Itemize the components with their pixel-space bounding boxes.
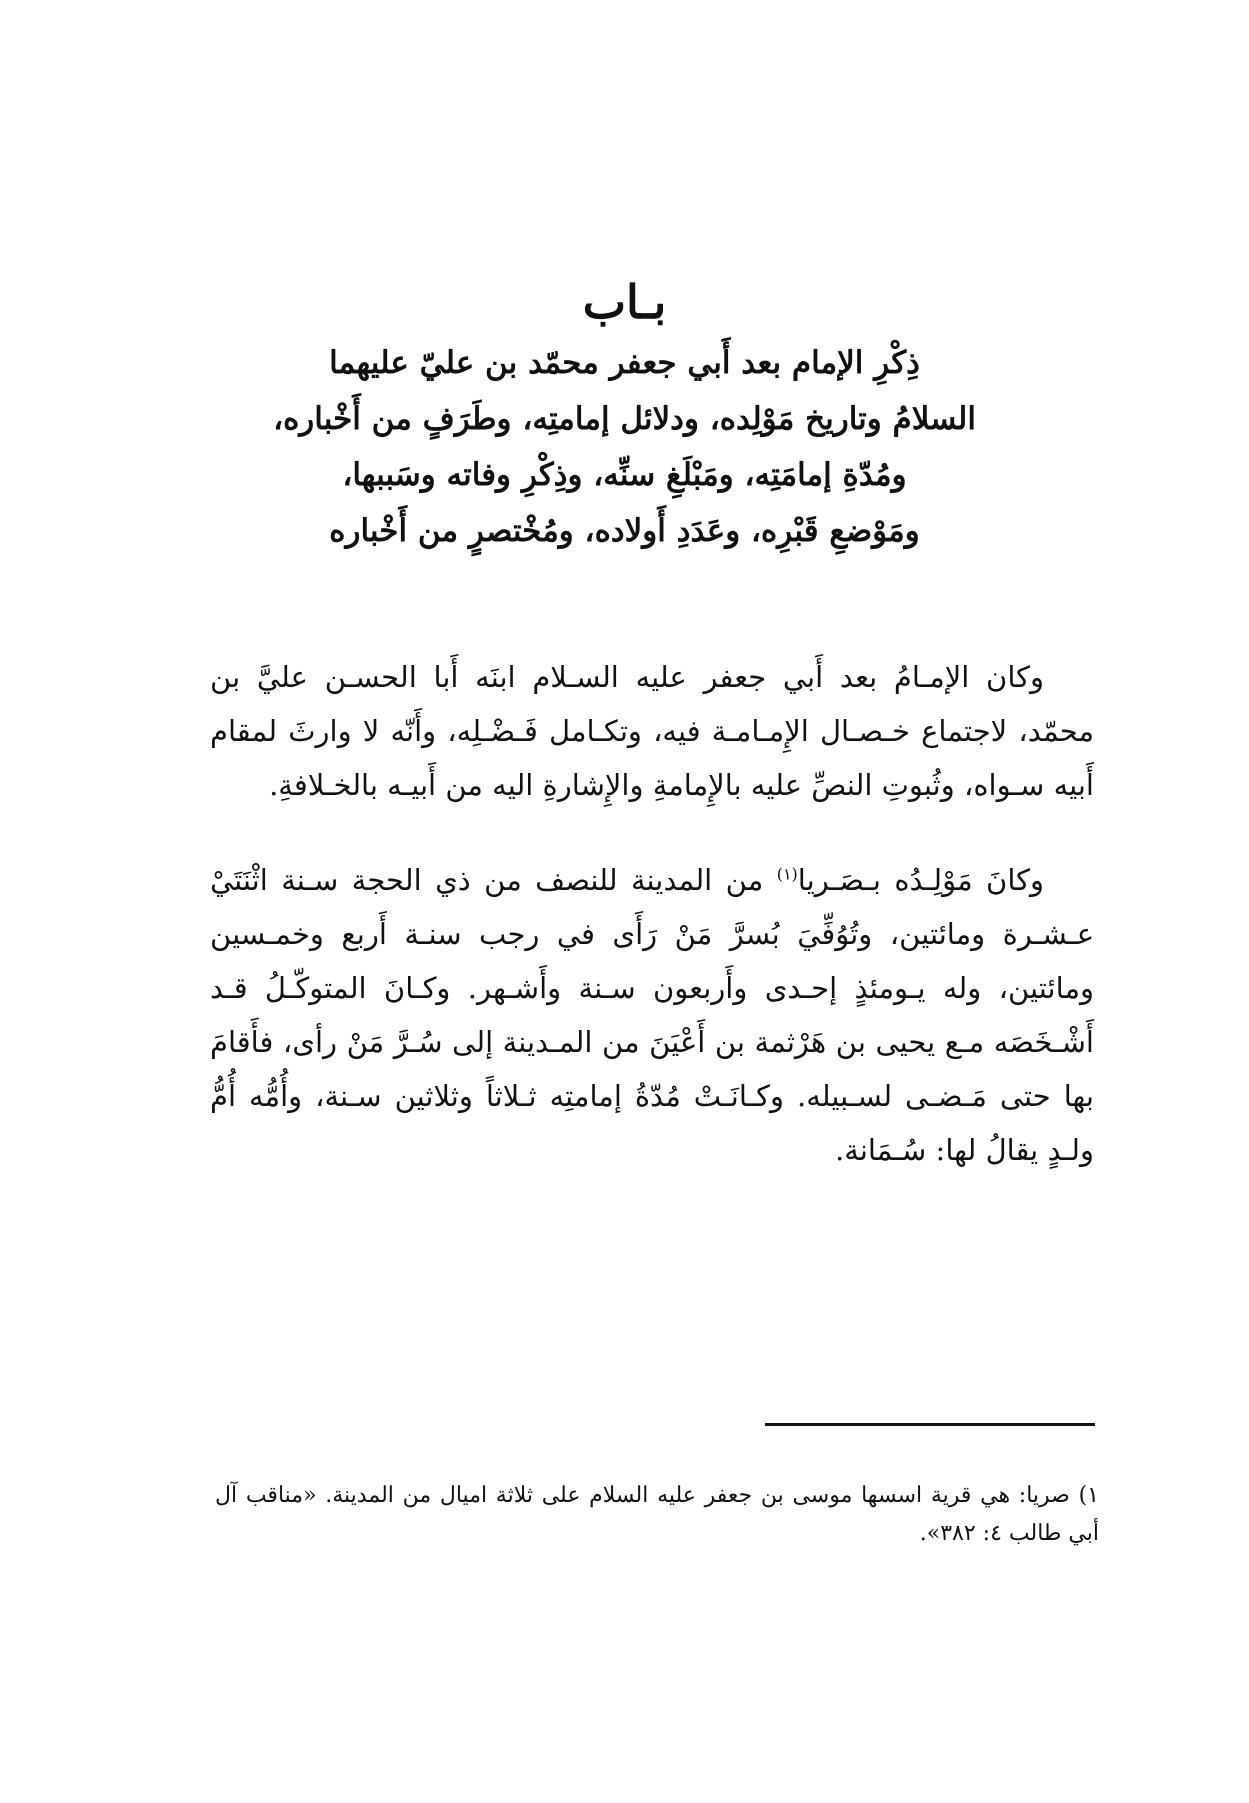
paragraph-2-rest: من المدينة للنصف من ذي الحجة سـنة اثْنَتَيْ عـشـرة ومائتين، وتُوُفِّيَ بُسرَّ مَنْ رَأَى في رجب سنـة أَربع وخمـسين ومائتين، وله يـومئذٍ إحـدى وأَربعون سـنة وأَشـهر. وكـانَ المتوكّـلُ قـد أَشْـخَصَه مـع يحيى بن هَرْثمة بن أَعْيَنَ من المـدينة إلى سُـرَّ مَنْ رأى، فأَقامَ بها حتى مَـضـى لسـبيله. وكـانَـتْ مُدّةُ إمامتِه ثـلاثاً وثلاثين سـنة، وأُمُّه أُمُّ ولـدٍ يقالُ لها: سُـمَانة.: [210, 863, 1094, 1167]
paragraph-2-start: وكانَ مَوْلِـدُه بـصَـريا: [797, 863, 1044, 897]
footnote: ١) صريا: هي قرية اسسها موسى بن جعفر عليه السلام على ثلاثة اميال من المدينة. «مناقب آل أبي طالب ٤: ٣٨٢».: [215, 1483, 1099, 1546]
footnote-divider: [765, 1423, 1095, 1426]
heading-line-1: ذِكْرِ الإمام بعد أَبي جعفر محمّد بن عليّ عليهما: [329, 345, 920, 381]
heading-line-3: ومُدّةِ إمامَتِه، ومَبْلَغِ سنِّه، وذِكْرِ وفاته وسَببها،: [342, 457, 907, 493]
paragraph-1: [210, 650, 1094, 812]
paragraph-2: [210, 853, 1094, 1177]
heading-line-4: ومَوْضعِ قَبْرِه، وعَدَدِ أَولاده، ومُخْتصرٍ من أَخْباره: [329, 513, 920, 549]
chapter-heading: [200, 335, 1049, 559]
paragraph-1-text: وكان الإمـامُ بعد أَبي جعفر عليه السـلام ابنَه أَبا الحسـن عليَّ بن محمّد، لاجتماع خـصـال الإِمـامـة فيه، وتكـامل فَـضْـلِه، وأَنّه لا وارثَ لمقام أَبيه سـواه، وثُبوتِ النصِّ عليه بالإِمامةِ والإِشارةِ اليه من أَبيـه بالخـلافةِ.: [210, 660, 1094, 802]
footnote-reference[interactable]: (١): [776, 864, 798, 884]
heading-line-2: السلامُ وتاريخ مَوْلِده، ودلائل إمامتِه، وطَرَفٍ من أَخْباره،: [273, 401, 976, 437]
chapter-label: بـاب: [582, 275, 667, 329]
